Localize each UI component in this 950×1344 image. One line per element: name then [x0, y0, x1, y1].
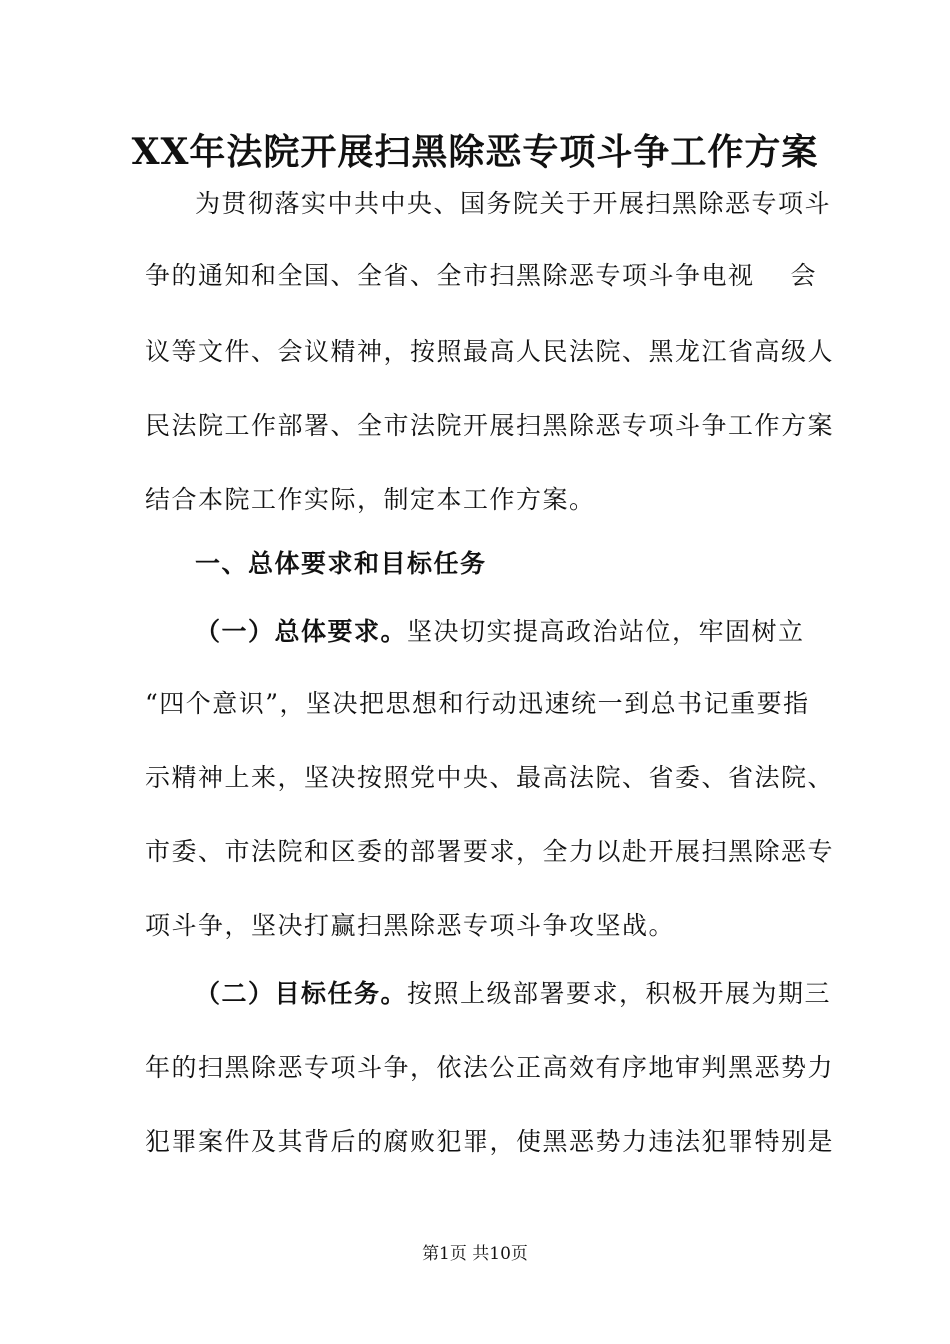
sub1-first-line [195, 614, 810, 650]
section-1-heading: 一、总体要求和目标任务 [195, 549, 487, 578]
sub1-line-4: 市委、市法院和区委的部署要求，全力以赴开展扫黑除恶专 [145, 837, 835, 866]
sub1-first-line-text: 坚决切实提高政治站位，牢固树立 [407, 617, 805, 646]
intro-line-2 [145, 258, 818, 294]
sub1-label: （一）总体要求。 [195, 617, 408, 646]
sub2-line-3: 犯罪案件及其背后的腐败犯罪，使黑恶势力违法犯罪特别是 [145, 1127, 835, 1156]
intro-line-4: 民法院工作部署、全市法院开展扫黑除恶专项斗争工作方案 [145, 411, 835, 440]
sub2-line-2: 年的扫黑除恶专项斗争，依法公正高效有序地审判黑恶势力 [145, 1053, 835, 1082]
intro-line-2-text: 争的通知和全国、全省、全市扫黑除恶专项斗争电视 [145, 261, 755, 290]
intro-line-3: 议等文件、会议精神，按照最高人民法院、黑龙江省高级人 [145, 337, 835, 366]
sub1-line-2: “四个意识”，坚决把思想和行动迅速统一到总书记重要指 [145, 689, 810, 718]
sub2-label: （二）目标任务。 [195, 979, 408, 1008]
sub1-line-3: 示精神上来，坚决按照党中央、最高法院、省委、省法院、 [145, 763, 835, 792]
document-title: XX年法院开展扫黑除恶专项斗争工作方案 [131, 131, 819, 173]
sub1-line-5: 项斗争，坚决打赢扫黑除恶专项斗争攻坚战。 [145, 911, 676, 940]
sub2-first-line-text: 按照上级部署要求，积极开展为期三 [407, 979, 832, 1008]
intro-line-2-tail: 会 [790, 261, 818, 290]
sub2-first-line [195, 976, 832, 1012]
page-footer: 第1页 共10页 [422, 1244, 528, 1264]
intro-line-5: 结合本院工作实际，制定本工作方案。 [145, 485, 596, 514]
intro-line-1: 为贯彻落实中共中央、国务院关于开展扫黑除恶专项斗 [195, 189, 832, 218]
